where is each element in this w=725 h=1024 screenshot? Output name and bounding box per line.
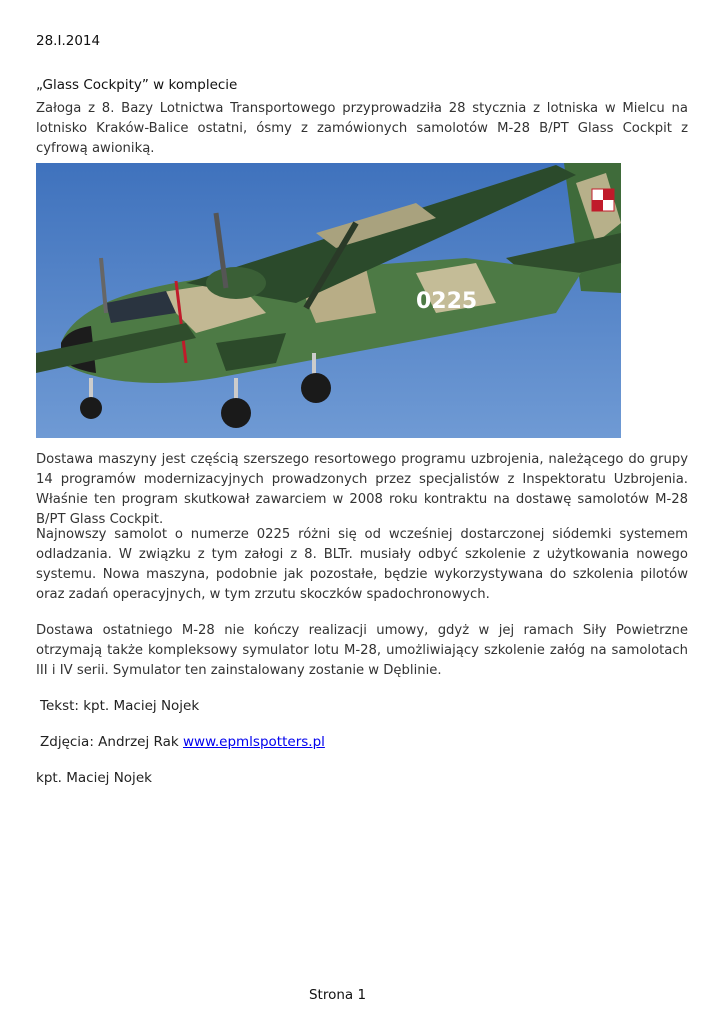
- credit-photo: [40, 734, 325, 750]
- paragraph-simulator: Dostawa ostatniego M-28 nie kończy realizacji umowy, gdyż w jej ramach Siły Powietrzne otrzymają także kompleksowy symulator lotu M-28, umożliwiający szkolenie załóg na samolotach III i IV serii. Symulator ten zainstalowany zostanie w Dęblinie.: [36, 623, 688, 678]
- aircraft-photo: [36, 163, 621, 438]
- credit-text: Tekst: kpt. Maciej Nojek: [40, 698, 200, 714]
- paragraph-deicing: Najnowszy samolot o numerze 0225 różni się od wcześniej dostarczonej siódemki systemem odladzania. W związku z tym załogi z 8. BLTr. musiały odbyć szkolenie z użytkowania nowego systemu. Nowa maszyna, podobnie jak pozostałe, będzie wykorzystywana do szkolenia pilotów oraz zadań operacyjnych, w tym zrzutu skoczków spadochronowych.: [36, 527, 688, 602]
- credit-photo-label: Zdjęcia: Andrzej Rak: [40, 734, 179, 750]
- main-wheel-left: [221, 398, 251, 428]
- page-number: Strona 1: [308, 987, 367, 1003]
- paragraph-program: Dostawa maszyny jest częścią szerszego resortowego programu uzbrojenia, należącego do grupy 14 programów modernizacyjnych prowadzonych przez specjalistów z Inspektoratu Uzbrojenia. Właśnie ten program skutkował zawarciem w 2008 roku kontraktu na dostawę samolotów M-28 B/PT Glass Cockpit.: [36, 452, 688, 527]
- engine-left: [206, 267, 266, 299]
- aircraft-number: 0225: [416, 289, 478, 314]
- paragraph-intro: Załoga z 8. Bazy Lotnictwa Transportowego przyprowadziła 28 stycznia z lotniska w Mielcu na lotnisko Kraków-Balice ostatni, ósmy z zamówionych samolotów M-28 B/PT Glass Cockpit z cyfrową awioniką.: [36, 101, 688, 156]
- main-wheel-right: [301, 373, 331, 403]
- photo-source-link[interactable]: www.epmlspotters.pl: [182, 734, 325, 750]
- article-heading: „Glass Cockpity” w komplecie: [36, 77, 238, 93]
- document-date: 28.I.2014: [36, 33, 101, 49]
- nose-wheel: [80, 397, 102, 419]
- signature: kpt. Maciej Nojek: [36, 770, 152, 786]
